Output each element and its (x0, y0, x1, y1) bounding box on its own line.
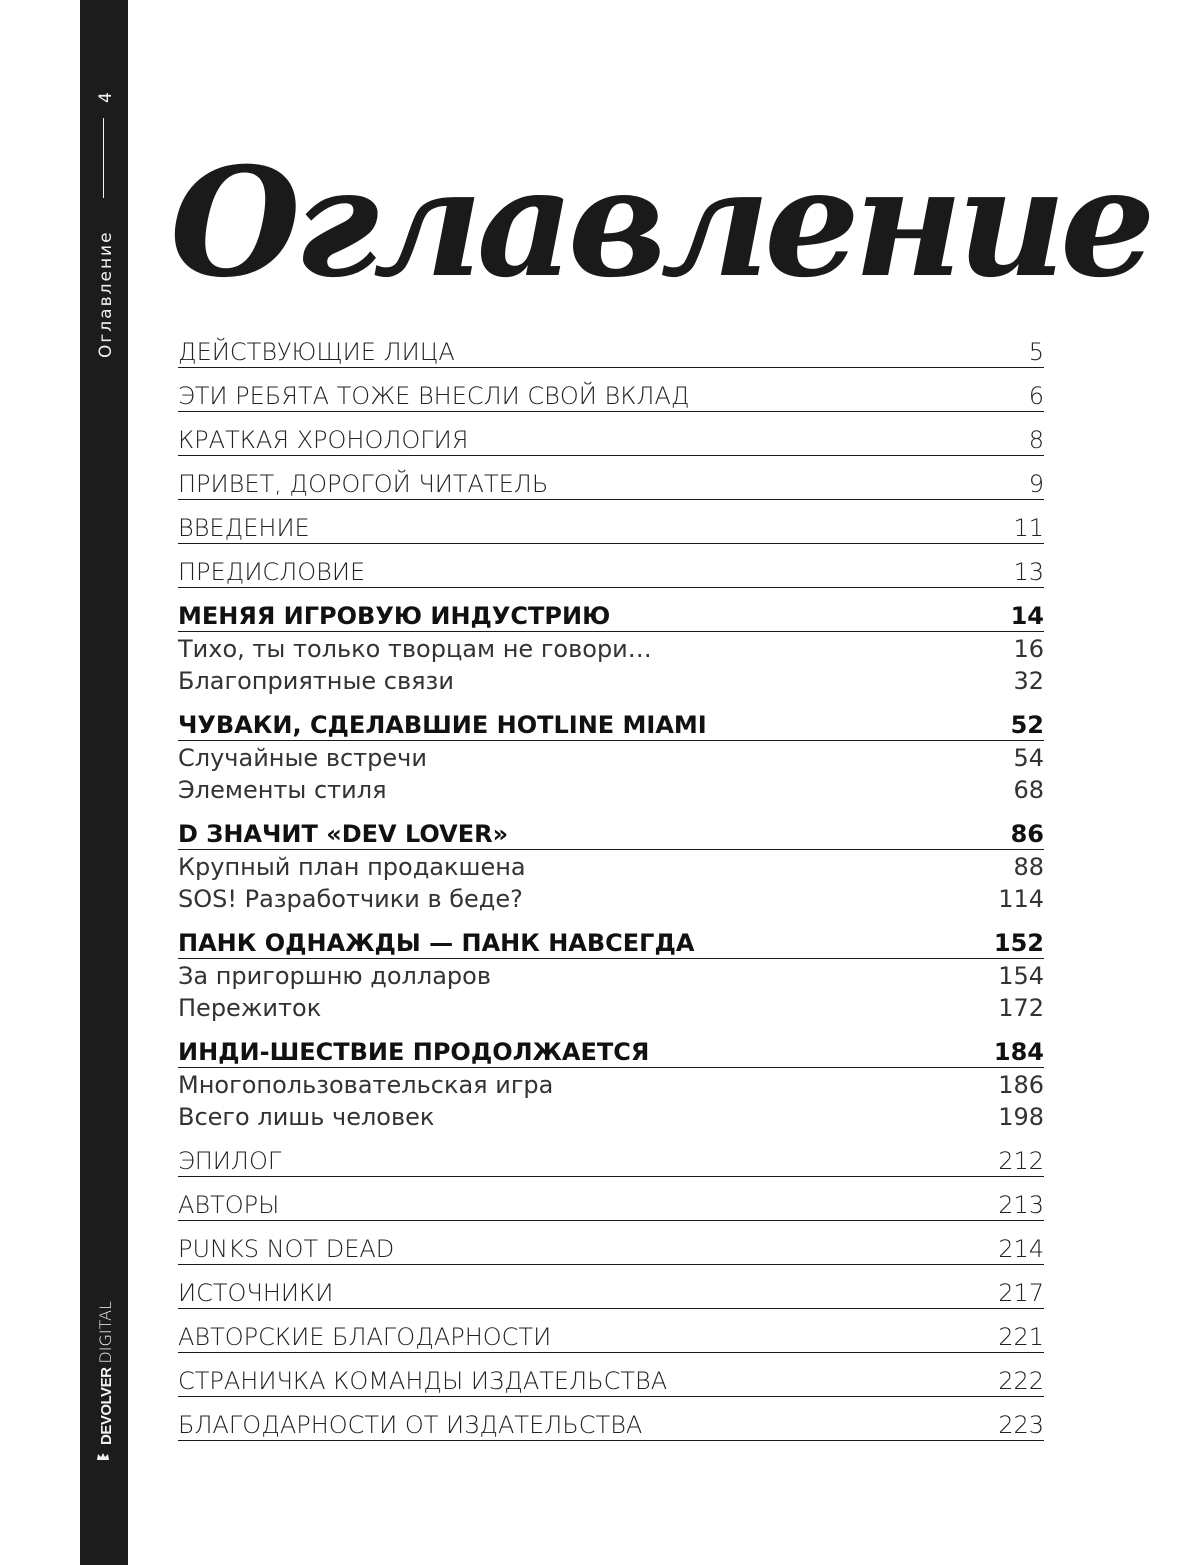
toc-page: 5 (1028, 338, 1044, 366)
toc-page: 222 (998, 1367, 1044, 1395)
toc-subentry (178, 634, 1044, 664)
toc-entry (178, 1410, 1044, 1441)
toc-section (178, 601, 1044, 632)
toc-page: 86 (1010, 820, 1044, 848)
toc-title: Элементы стиля (178, 776, 387, 804)
toc-page: 198 (998, 1103, 1044, 1131)
toc-page: 214 (998, 1235, 1044, 1263)
toc-subentry (178, 993, 1044, 1023)
toc-page: 152 (993, 929, 1044, 957)
toc-title: Благоприятные связи (178, 667, 454, 695)
toc-section (178, 1037, 1044, 1068)
toc-title: ВВЕДЕНИЕ (178, 514, 310, 542)
toc-title: ЧУВАКИ, СДЕЛАВШИЕ HOTLINE MIAMI (178, 711, 707, 739)
toc-title: ЭПИЛОГ (178, 1147, 282, 1175)
toc-subentry (178, 1070, 1044, 1100)
toc-page: 114 (998, 885, 1044, 913)
toc-page: 16 (1013, 635, 1044, 663)
toc-page: 8 (1028, 426, 1044, 454)
toc-page: 6 (1028, 382, 1044, 410)
toc-title: D ЗНАЧИТ «DEV LOVER» (178, 820, 509, 848)
toc-entry (178, 337, 1044, 368)
toc-title: МЕНЯЯ ИГРОВУЮ ИНДУСТРИЮ (178, 602, 611, 630)
toc-page: 88 (1013, 853, 1044, 881)
toc-page: 212 (998, 1147, 1044, 1175)
sidebar-divider (103, 118, 104, 198)
toc-title: БЛАГОДАРНОСТИ ОТ ИЗДАТЕЛЬСТВА (178, 1411, 643, 1439)
toc-subentry (178, 961, 1044, 991)
toc-title: ЭТИ РЕБЯТА ТОЖЕ ВНЕСЛИ СВОЙ ВКЛАД (178, 382, 690, 410)
toc-title: Пережиток (178, 994, 322, 1022)
toc-entry (178, 469, 1044, 500)
toc-page: 172 (998, 994, 1044, 1022)
toc-title: СТРАНИЧКА КОМАНДЫ ИЗДАТЕЛЬСТВА (178, 1367, 668, 1395)
toc-entry (178, 425, 1044, 456)
toc-title: Тихо, ты только творцам не говори… (178, 635, 652, 663)
toc-page: 32 (1013, 667, 1044, 695)
toc-title: АВТОРЫ (178, 1191, 280, 1219)
toc-title: ПРЕДИСЛОВИЕ (178, 558, 366, 586)
toc-title: АВТОРСКИЕ БЛАГОДАРНОСТИ (178, 1323, 552, 1351)
toc-page: 221 (998, 1323, 1044, 1351)
page-number: 4 (96, 91, 116, 103)
toc-entry (178, 1146, 1044, 1177)
toc-title: ИНДИ-ШЕСТВИЕ ПРОДОЛЖАЕТСЯ (178, 1038, 650, 1066)
toc-page: 13 (1013, 558, 1044, 586)
toc-title: SOS! Разработчики в беде? (178, 885, 523, 913)
toc-section (178, 710, 1044, 741)
toc-entry (178, 1278, 1044, 1309)
toc-page: 68 (1013, 776, 1044, 804)
toc-subentry (178, 775, 1044, 805)
toc-title: ДЕЙСТВУЮЩИЕ ЛИЦА (178, 338, 455, 366)
toc-entry (178, 1234, 1044, 1265)
toc-subentry (178, 852, 1044, 882)
toc-entry (178, 1366, 1044, 1397)
toc-entry (178, 1190, 1044, 1221)
toc-section (178, 819, 1044, 850)
crown-icon (96, 1452, 110, 1462)
brand-bold: DEVOLVER (98, 1367, 115, 1445)
toc-title: За пригоршню долларов (178, 962, 491, 990)
toc-title: ПАНК ОДНАЖДЫ — ПАНК НАВСЕГДА (178, 929, 695, 957)
page-title: Оглавление (170, 135, 1150, 311)
toc-subentry (178, 666, 1044, 696)
toc-page: 217 (998, 1279, 1044, 1307)
toc-page: 213 (998, 1191, 1044, 1219)
toc-title: ПРИВЕТ, ДОРОГОЙ ЧИТАТЕЛЬ (178, 470, 549, 498)
toc-section (178, 928, 1044, 959)
toc-title: КРАТКАЯ ХРОНОЛОГИЯ (178, 426, 469, 454)
toc-entry (178, 381, 1044, 412)
toc-subentry (178, 1102, 1044, 1132)
running-title: Оглавление (96, 230, 116, 358)
brand-light: DIGITAL (96, 1301, 115, 1364)
toc-page: 184 (993, 1038, 1044, 1066)
toc-page: 14 (1010, 602, 1044, 630)
toc-entry (178, 1322, 1044, 1353)
toc-title: Крупный план продакшена (178, 853, 526, 881)
toc-page: 223 (998, 1411, 1044, 1439)
toc-page: 52 (1010, 711, 1044, 739)
publisher-logo (96, 1301, 115, 1445)
toc-title: Случайные встречи (178, 744, 427, 772)
toc-page: 154 (998, 962, 1044, 990)
toc-entry (178, 557, 1044, 588)
toc-page: 11 (1013, 514, 1044, 542)
toc-title: Многопользовательская игра (178, 1071, 554, 1099)
toc-page: 186 (998, 1071, 1044, 1099)
toc-subentry (178, 884, 1044, 914)
toc-entry (178, 513, 1044, 544)
toc-subentry (178, 743, 1044, 773)
toc-title: PUNKS NOT DEAD (178, 1235, 395, 1263)
toc-page: 9 (1028, 470, 1044, 498)
toc-title: ИСТОЧНИКИ (178, 1279, 334, 1307)
toc-page: 54 (1013, 744, 1044, 772)
toc-title: Всего лишь человек (178, 1103, 435, 1131)
